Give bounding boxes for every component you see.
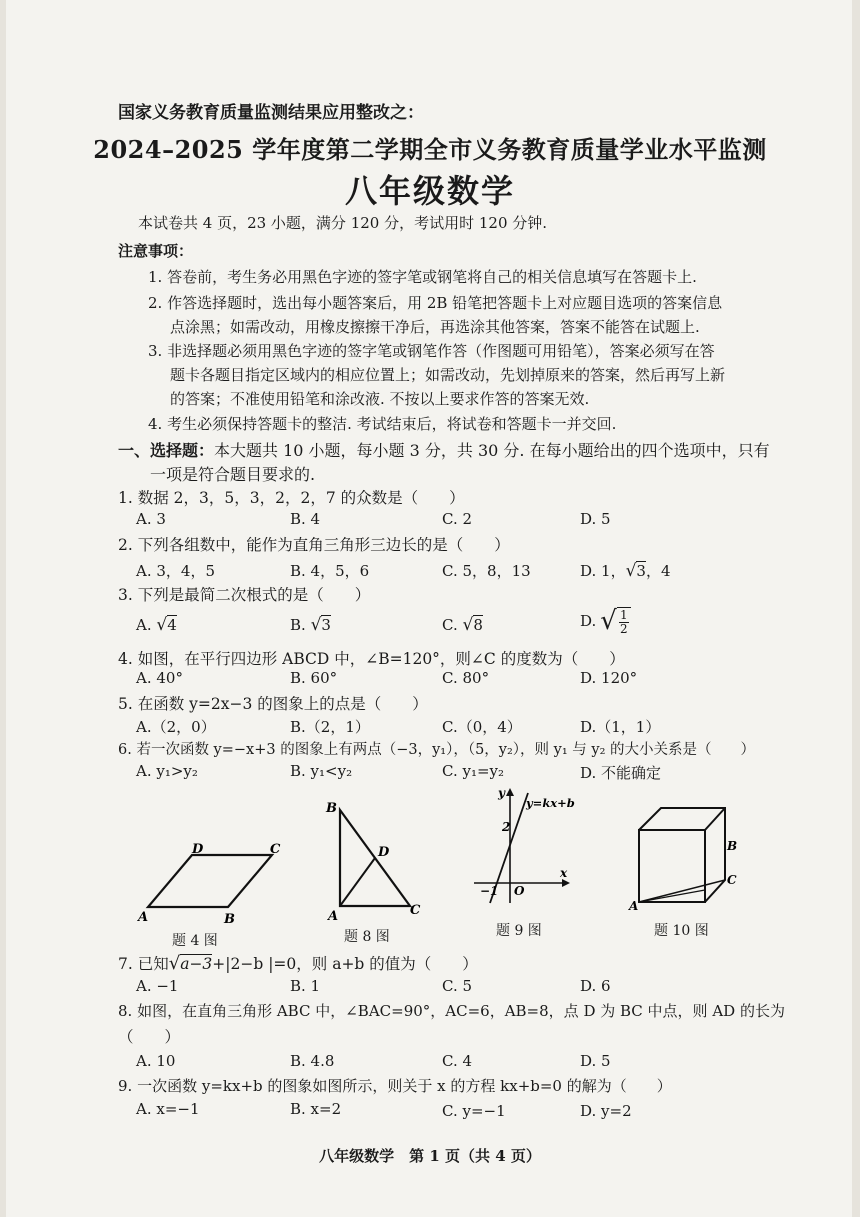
- q6-option-a: A. y₁>y₂: [136, 762, 198, 780]
- figure-10-caption: 题 10 图: [654, 923, 709, 939]
- fraction-numerator: 1: [620, 607, 628, 622]
- radical-sign-icon: √: [462, 615, 474, 635]
- fig8-label-a: A: [328, 909, 339, 923]
- q3-c-radicand: 8: [473, 616, 483, 634]
- q1-option-b: B. 4: [290, 510, 321, 528]
- exam-intro: 本试卷共 4 页，23 小题，满分 120 分，考试用时 120 分钟.: [138, 214, 548, 232]
- figure-8-caption: 题 8 图: [344, 929, 390, 945]
- q3-a-radicand: 4: [167, 616, 177, 634]
- section-label: 一、选择题：: [118, 441, 215, 460]
- exam-subtitle: 国家义务教育质量监测结果应用整改之：: [118, 103, 424, 123]
- fig4-label-b: B: [224, 912, 235, 925]
- q3-c-prefix: C.: [442, 616, 458, 634]
- fig8-label-c: C: [410, 903, 421, 918]
- y-intercept-label: 2: [502, 820, 511, 834]
- q9-option-c: C. y=−1: [442, 1102, 506, 1120]
- q7-option-b: B. 1: [290, 977, 321, 995]
- right-triangle-diagram: [318, 798, 428, 923]
- radical-sign-icon: √: [310, 615, 322, 635]
- notice-title: 注意事项：: [118, 242, 194, 260]
- q9-option-b: B. x=2: [290, 1100, 342, 1118]
- fig4-label-d: D: [192, 842, 204, 857]
- fraction-denominator: 2: [620, 621, 628, 636]
- q9-option-d: D. y=2: [580, 1102, 632, 1120]
- q4-option-c: C. 80°: [442, 669, 490, 687]
- question-1-stem: 1. 数据 2，3，5，3，2，2，7 的众数是（ ）: [118, 489, 465, 507]
- q3-b-prefix: B.: [290, 616, 306, 634]
- q3-option-d: [580, 606, 631, 636]
- fig10-label-a: A: [629, 899, 639, 913]
- question-8-stem: 8. 如图，在直角三角形 ABC 中，∠BAC=90°，AC=6，AB=8，点 D 为 BC 中点，则 AD 的长为: [118, 1002, 785, 1020]
- q1-option-d: D. 5: [580, 510, 611, 528]
- notice-item: 题卡各题目指定区域内的相应位置上；如需改动，先划掉原来的答案，然后再写上新: [170, 366, 726, 384]
- notice-item: 2. 作答选择题时，选出每小题答案后，用 2B 铅笔把答题卡上对应题目选项的答案信息: [148, 294, 723, 312]
- q4-option-a: A. 40°: [136, 669, 183, 687]
- question-3-stem: 3. 下列是最简二次根式的是（ ）: [118, 586, 371, 604]
- q9-option-a: A. x=−1: [136, 1100, 200, 1118]
- figure-4: [130, 835, 290, 929]
- y-axis-label: y: [498, 786, 505, 800]
- q7-prefix: 7. 已知: [118, 955, 169, 973]
- q6-option-b: B. y₁<y₂: [290, 762, 353, 780]
- radical-sign-icon: √: [625, 561, 637, 581]
- q3-option-a: [136, 615, 177, 635]
- q2-option-c: C. 5，8，13: [442, 562, 531, 580]
- section-desc: 本大题共 10 小题，每小题 3 分，共 30 分. 在每小题给出的四个选项中，只有: [214, 441, 770, 460]
- q5-option-d: D.（1，1）: [580, 718, 661, 736]
- q1-option-c: C. 2: [442, 510, 473, 528]
- figure-4-caption: 题 4 图: [172, 933, 218, 949]
- q4-option-b: B. 60°: [290, 669, 338, 687]
- q3-b-radicand: 3: [321, 616, 331, 634]
- q3-a-prefix: A.: [136, 616, 152, 634]
- fig10-label-b: B: [727, 839, 738, 853]
- origin-label: O: [514, 884, 525, 898]
- radical-sign-icon: √: [156, 615, 168, 635]
- fig10-label-c: C: [727, 873, 737, 887]
- cube-diagram: [625, 798, 750, 913]
- radical-sign-icon: √: [600, 606, 617, 636]
- q3-d-prefix: D.: [580, 612, 597, 630]
- notice-item: 4. 考生必须保持答题卡的整洁. 考试结束后，将试卷和答题卡一并交回.: [148, 415, 617, 433]
- notice-item: 3. 非选择题必须用黑色字迹的签字笔或钢笔作答（作图题可用铅笔），答案必须写在答: [148, 342, 715, 360]
- figure-8: [318, 798, 428, 927]
- question-4-stem: 4. 如图，在平行四边形 ABCD 中，∠B=120°，则∠C 的度数为（ ）: [118, 650, 625, 668]
- q2-d-radicand: 3: [636, 562, 646, 580]
- section-desc-2: 一项是符合题目要求的.: [150, 465, 316, 484]
- fig8-label-d: D: [378, 845, 390, 860]
- q2-d-suffix: ，4: [645, 562, 671, 580]
- figure-9: [468, 785, 588, 914]
- q7-option-a: A. −1: [136, 977, 179, 995]
- q8-option-b: B. 4.8: [290, 1052, 335, 1070]
- fig8-label-b: B: [326, 801, 337, 816]
- exam-subject: 八年级数学: [344, 172, 515, 210]
- q4-option-d: D. 120°: [580, 669, 638, 687]
- section-heading: [118, 438, 770, 461]
- q2-option-d: [580, 560, 671, 581]
- question-9-stem: 9. 一次函数 y=kx+b 的图象如图所示，则关于 x 的方程 kx+b=0 的解为（ ）: [118, 1077, 672, 1095]
- q3-option-c: [442, 615, 483, 635]
- question-8-stem-2: （ ）: [118, 1028, 181, 1046]
- q5-option-b: B.（2，1）: [290, 718, 370, 736]
- q7-option-d: D. 6: [580, 977, 611, 995]
- question-6-stem: 6. 若一次函数 y=−x+3 的图象上有两点（−3，y₁），（5，y₂），则 y₁ 与 y₂ 的大小关系是（ ）: [118, 742, 756, 758]
- q2-option-a: A. 3，4，5: [136, 562, 215, 580]
- q8-option-a: A. 10: [136, 1052, 176, 1070]
- line-label: y=kx+b: [526, 796, 575, 810]
- radical-sign-icon: √: [168, 953, 181, 974]
- parallelogram-diagram: [130, 835, 290, 925]
- q5-option-c: C.（0，4）: [442, 718, 522, 736]
- figure-10: [625, 798, 750, 917]
- notice-item: 1. 答卷前，考生务必用黑色字迹的签字笔或钢笔将自己的相关信息填写在答题卡上.: [148, 268, 697, 286]
- q7-suffix: +|2−b |=0，则 a+b 的值为（ ）: [212, 955, 478, 973]
- x-axis-label: x: [560, 866, 568, 880]
- question-5-stem: 5. 在函数 y=2x−3 的图象上的点是（ ）: [118, 695, 428, 713]
- q5-option-a: A.（2，0）: [136, 718, 216, 736]
- q6-option-c: C. y₁=y₂: [442, 762, 505, 780]
- fig4-label-c: C: [270, 842, 281, 857]
- q8-option-c: C. 4: [442, 1052, 473, 1070]
- q7-radicand: a−3: [180, 955, 213, 973]
- question-2-stem: 2. 下列各组数中，能作为直角三角形三边长的是（ ）: [118, 536, 510, 554]
- q7-option-c: C. 5: [442, 977, 473, 995]
- x-intercept-label: −1: [480, 884, 499, 898]
- q3-d-fraction: [617, 607, 631, 636]
- figure-9-caption: 题 9 图: [496, 923, 542, 939]
- q6-option-d: D. 不能确定: [580, 764, 662, 782]
- notice-item: 的答案；不准使用铅笔和涂改液. 不按以上要求作答的答案无效.: [170, 390, 590, 408]
- fig4-label-a: A: [138, 910, 149, 925]
- exam-title: 2024–2025 学年度第二学期全市义务教育质量学业水平监测: [93, 135, 767, 164]
- linear-function-graph: [468, 785, 588, 910]
- notice-item: 点涂黑；如需改动，用橡皮擦擦干净后，再选涂其他答案，答案不能答在试题上.: [170, 318, 700, 336]
- q8-option-d: D. 5: [580, 1052, 611, 1070]
- q1-option-a: A. 3: [136, 510, 166, 528]
- q2-d-prefix: D. 1，: [580, 562, 626, 580]
- question-7-stem: [118, 952, 478, 974]
- q3-option-b: [290, 615, 331, 635]
- q2-option-b: B. 4，5，6: [290, 562, 370, 580]
- page-footer: 八年级数学 第 1 页（共 4 页）: [319, 1147, 541, 1165]
